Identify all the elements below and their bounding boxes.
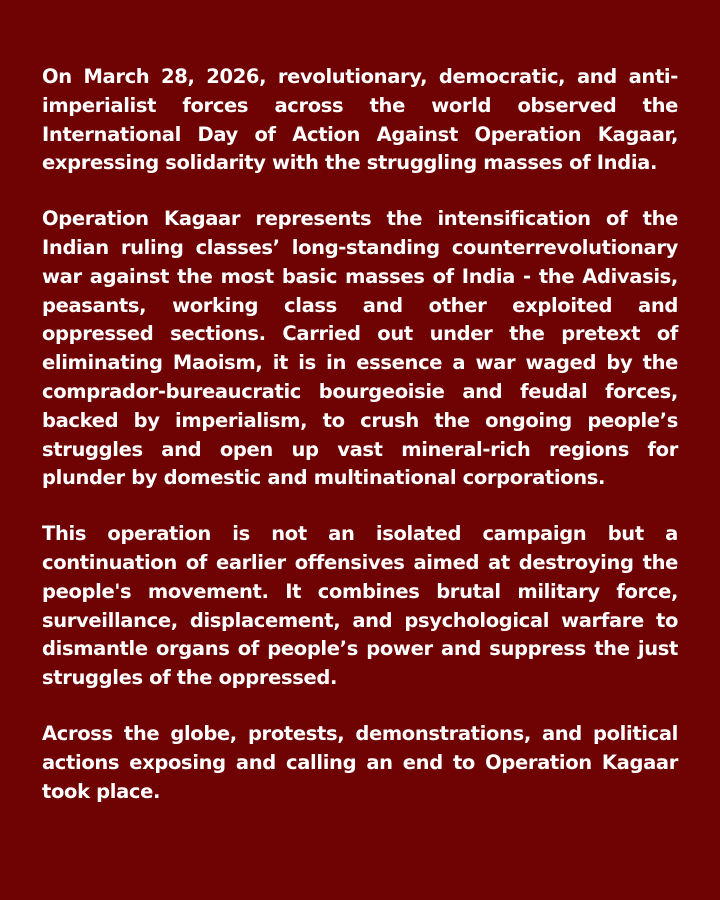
paragraph-global-protests: Across the globe, protests, demonstrations, and political actions exposing and calling an end to Operation Kagaar took place. — [42, 721, 678, 803]
paragraph-operation-continuation: This operation is not an isolated campaign but a continuation of earlier offensives aimed at destroying the people's movement. It combines brutal military force, surveillance, displacement, and psychological warfare to dismantle organs of people’s power and suppress the just struggles of the oppressed. — [42, 522, 678, 690]
paragraph-operation-description: Operation Kagaar represents the intensification of the Indian ruling classes’ long-standing counterrevolutionary war against the most basic masses of India - the Adivasis, peasants, working class and other exploited and oppressed sections. Carried out under the pretext of eliminating Maoism, it is in essence a war waged by the comprador-bureaucratic bourgeoisie and feudal forces, backed by imperialism, to crush the ongoing people’s struggles and open up vast mineral-rich regions for plunder by domestic and multinational corporations. — [42, 207, 678, 490]
paragraph-intro: On March 28, 2026, revolutionary, democratic, and anti-imperialist forces across the world observed the International Day of Action Against Operation Kagaar, expressing solidarity with the struggling masses of India. — [42, 65, 678, 175]
